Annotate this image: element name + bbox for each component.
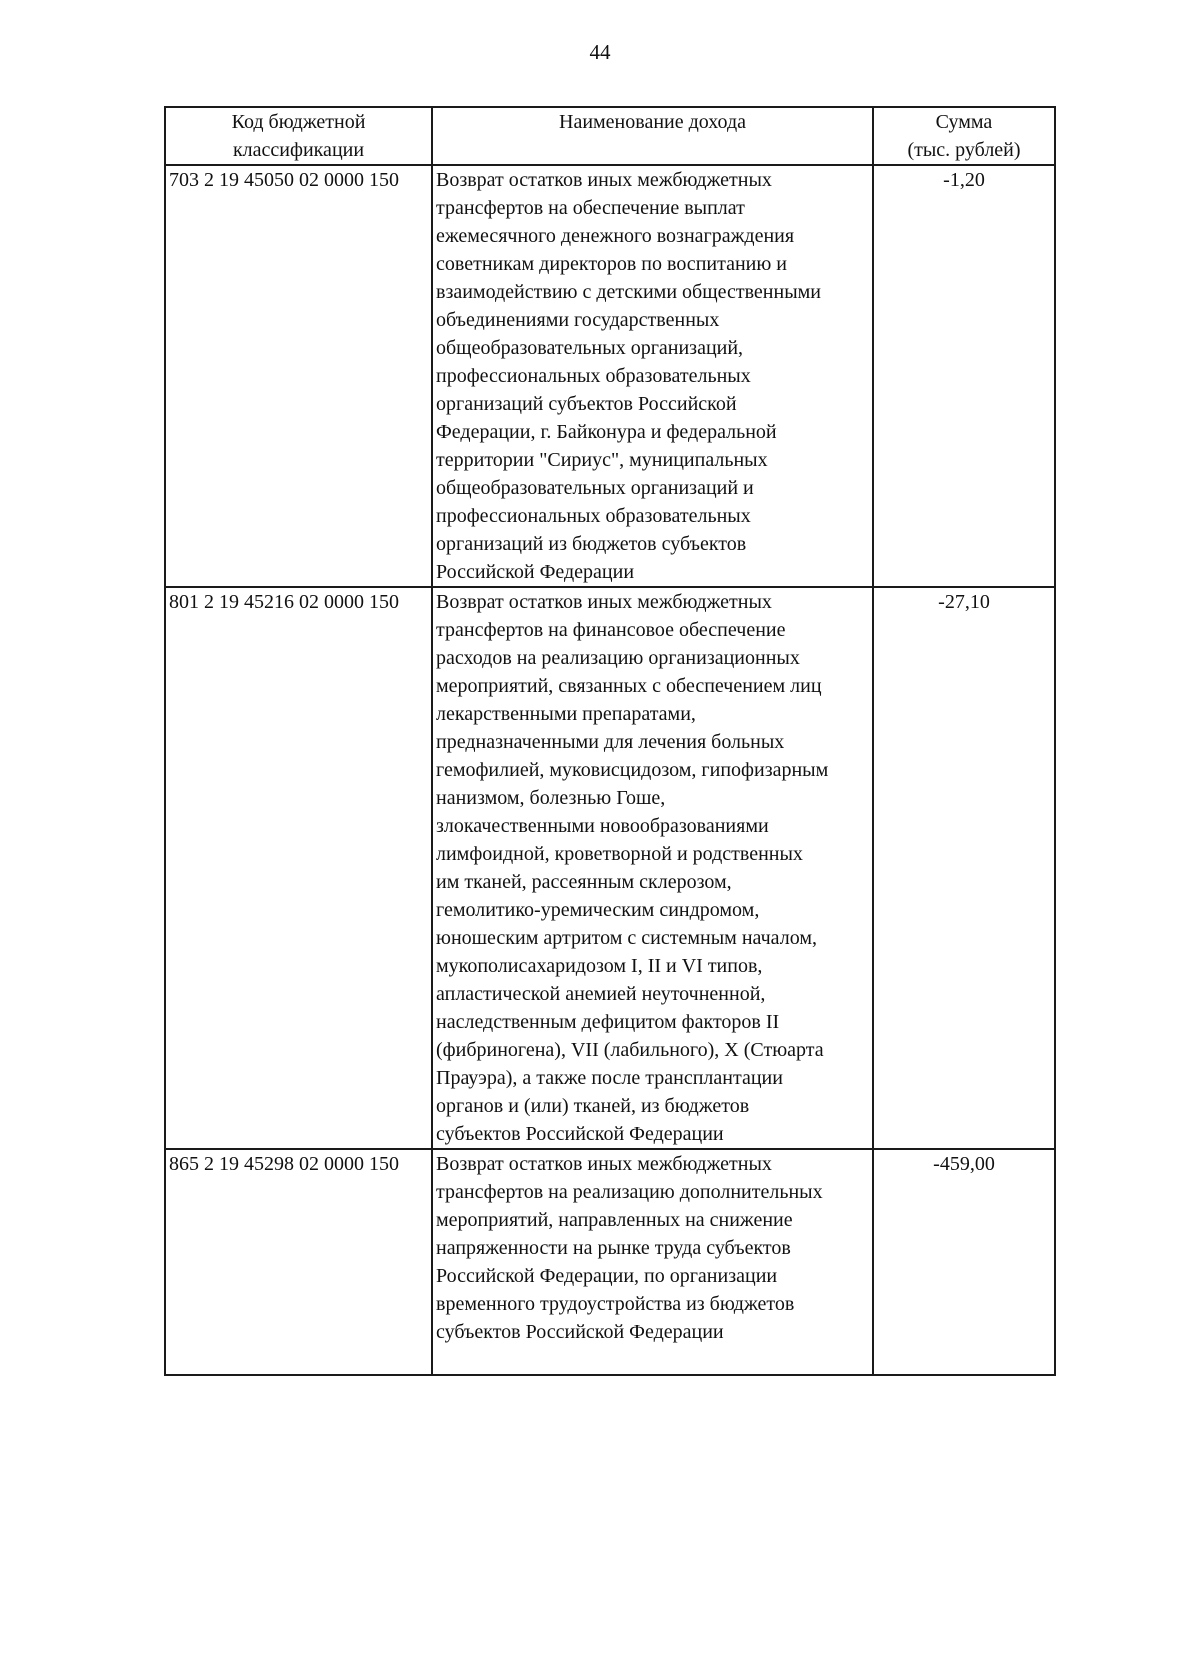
table-row xyxy=(165,1149,1055,1375)
income-name-line: Возврат остатков иных межбюджетных xyxy=(436,1153,772,1175)
header-name xyxy=(432,107,873,165)
header-sum-line: (тыс. рублей) xyxy=(907,139,1021,161)
budget-code-cell: 703 2 19 45050 02 0000 150 xyxy=(165,165,432,587)
budget-code-cell: 801 2 19 45216 02 0000 150 xyxy=(165,587,432,1149)
income-name-line: трансфертов на обеспечение выплат xyxy=(436,197,745,219)
income-name-line: нанизмом, болезнью Гоше, xyxy=(436,787,666,809)
income-name-line: апластической анемией неуточненной, xyxy=(436,983,766,1005)
budget-income-table xyxy=(164,106,1056,1376)
income-name-line: (фибриногена), VII (лабильного), X (Стюарта xyxy=(436,1039,824,1061)
income-name-line: Российской Федерации xyxy=(436,561,635,583)
income-name-line: взаимодействию с детскими общественными xyxy=(436,281,822,303)
income-name-line: им тканей, рассеянным склерозом, xyxy=(436,871,732,893)
income-name-line: организаций из бюджетов субъектов xyxy=(436,533,747,555)
income-name-line: мероприятий, направленных на снижение xyxy=(436,1209,793,1231)
income-name-line: временного трудоустройства из бюджетов xyxy=(436,1293,795,1315)
income-name-line: субъектов Российской Федерации xyxy=(436,1321,724,1343)
income-name-line: территории "Сириус", муниципальных xyxy=(436,449,768,471)
header-code-line: классификации xyxy=(232,139,365,161)
income-name-line: Возврат остатков иных межбюджетных xyxy=(436,591,772,613)
income-name-line: гемолитико-уремическим синдромом, xyxy=(436,899,760,921)
income-name-line: объединениями государственных xyxy=(436,309,720,331)
income-name-cell xyxy=(432,165,873,587)
table-body xyxy=(165,165,1055,1375)
header-sum xyxy=(873,107,1055,165)
income-name-line: Федерации, г. Байконура и федеральной xyxy=(436,421,777,443)
income-name-line: лекарственными препаратами, xyxy=(436,703,696,725)
income-name-line: расходов на реализацию организационных xyxy=(436,647,800,669)
income-name-line: Возврат остатков иных межбюджетных xyxy=(436,169,772,191)
income-name-line: предназначенными для лечения больных xyxy=(436,731,785,753)
income-name-line: наследственным дефицитом факторов II xyxy=(436,1011,780,1033)
income-name-line: напряженности на рынке труда субъектов xyxy=(436,1237,791,1259)
income-name-line: гемофилией, муковисцидозом, гипофизарным xyxy=(436,759,829,781)
income-name-line: мукополисахаридозом I, II и VI типов, xyxy=(436,955,763,977)
header-code-line: Код бюджетной xyxy=(231,111,366,133)
income-name-line: лимфоидной, кроветворной и родственных xyxy=(436,843,803,865)
income-name-line: советникам директоров по воспитанию и xyxy=(436,253,788,275)
table-row xyxy=(165,165,1055,587)
header-code xyxy=(165,107,432,165)
income-name-line: трансфертов на финансовое обеспечение xyxy=(436,619,786,641)
income-name-cell xyxy=(432,1149,873,1375)
income-name-line: органов и (или) тканей, из бюджетов xyxy=(436,1095,750,1117)
income-name-line: профессиональных образовательных xyxy=(436,505,751,527)
income-name-line: Российской Федерации, по организации xyxy=(436,1265,778,1287)
header-name-line: Наименование дохода xyxy=(559,111,746,133)
income-name-line: субъектов Российской Федерации xyxy=(436,1123,724,1145)
income-name-line: общеобразовательных организаций, xyxy=(436,337,744,359)
income-name-line: общеобразовательных организаций и xyxy=(436,477,754,499)
amount-cell: -27,10 xyxy=(873,587,1055,1149)
income-name-line: организаций субъектов Российской xyxy=(436,393,737,415)
table-row xyxy=(165,587,1055,1149)
income-name-line: злокачественными новообразованиями xyxy=(436,815,769,837)
income-name-cell xyxy=(432,587,873,1149)
budget-code-cell: 865 2 19 45298 02 0000 150 xyxy=(165,1149,432,1375)
header-sum-line: Сумма xyxy=(935,111,993,133)
income-name-line: ежемесячного денежного вознаграждения xyxy=(436,225,795,247)
amount-cell: -1,20 xyxy=(873,165,1055,587)
page-number: 44 xyxy=(589,40,611,64)
income-name-line: трансфертов на реализацию дополнительных xyxy=(436,1181,823,1203)
income-name-line: юношеским артритом с системным началом, xyxy=(436,927,817,949)
table-header-row xyxy=(165,107,1055,165)
income-name-line: Прауэра), а также после трансплантации xyxy=(436,1067,783,1089)
amount-cell: -459,00 xyxy=(873,1149,1055,1375)
income-name-line: мероприятий, связанных с обеспечением лиц xyxy=(436,675,822,697)
income-name-line: профессиональных образовательных xyxy=(436,365,751,387)
